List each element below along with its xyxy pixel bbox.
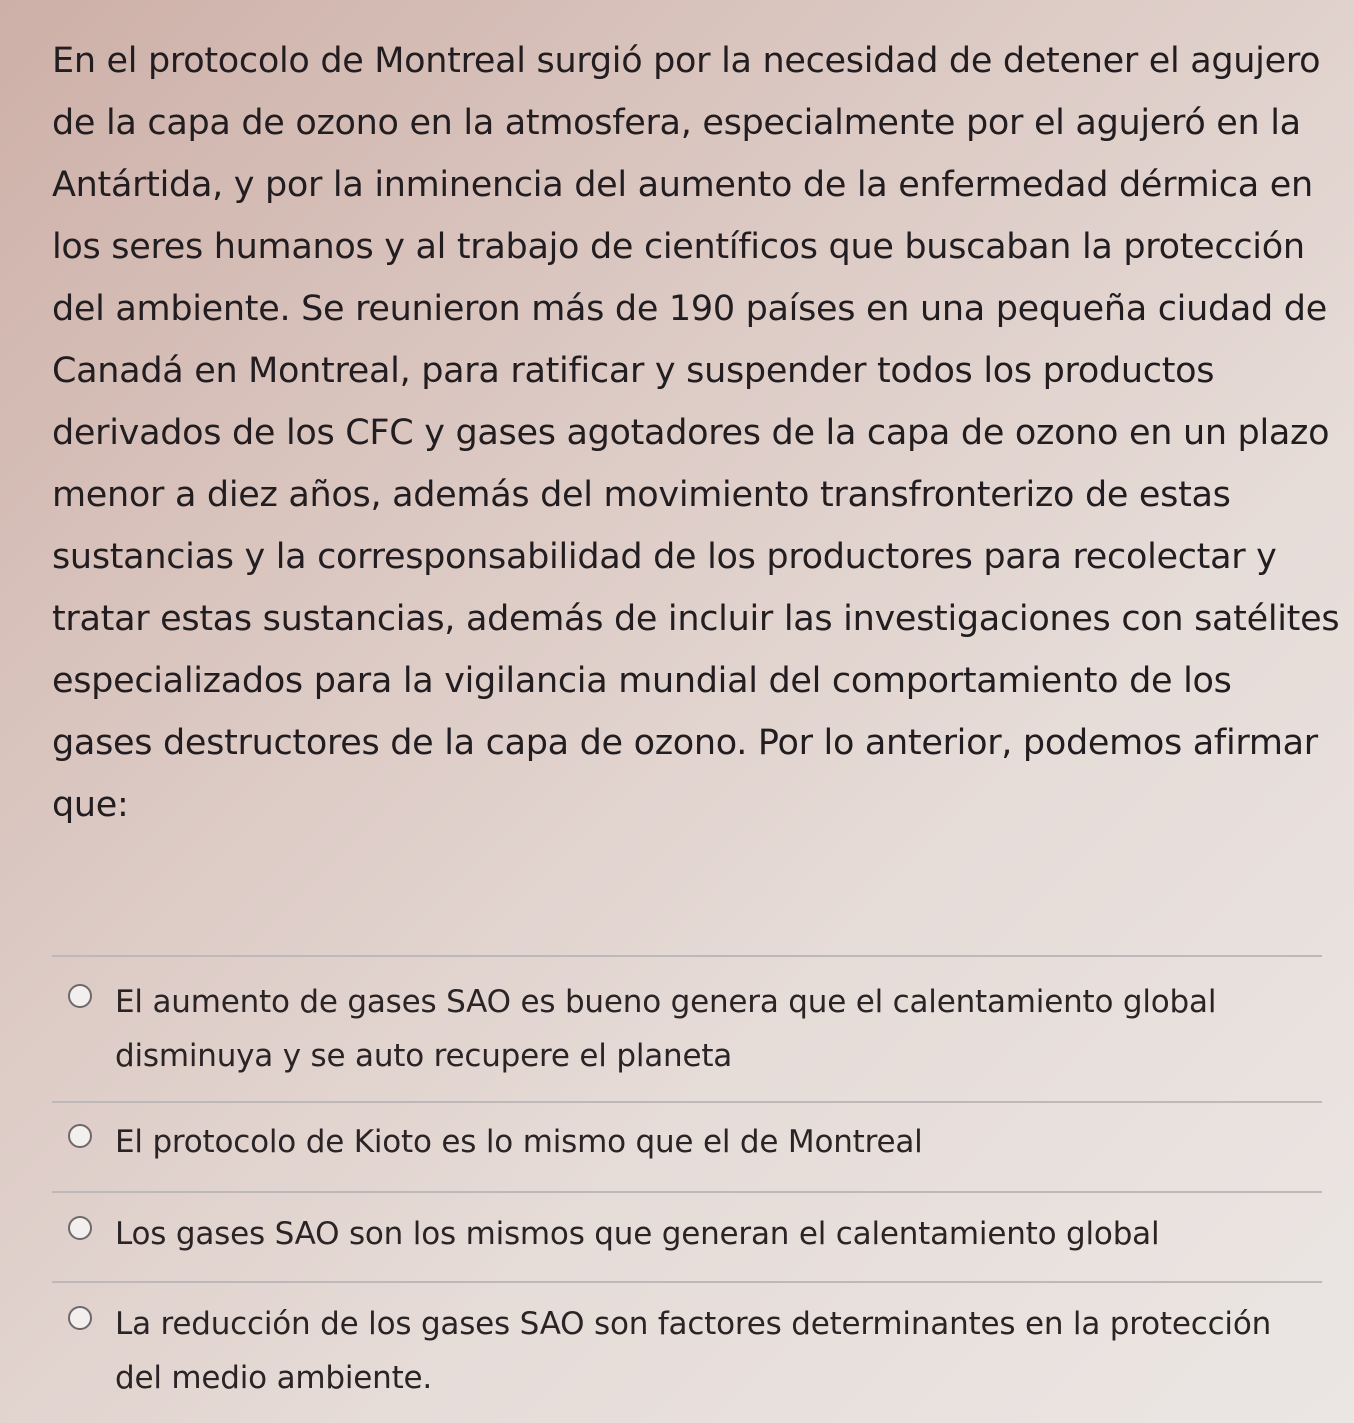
radio-button-4[interactable] bbox=[68, 1306, 92, 1330]
option-2[interactable] bbox=[52, 1103, 1322, 1191]
option-4[interactable] bbox=[52, 1283, 1322, 1415]
option-3-label[interactable]: Los gases SAO son los mismos que generan el calentamiento global bbox=[115, 1216, 1160, 1252]
option-1[interactable] bbox=[52, 957, 1322, 1101]
answer-options bbox=[52, 955, 1322, 1415]
radio-button-2[interactable] bbox=[68, 1124, 92, 1148]
radio-button-1[interactable] bbox=[68, 984, 92, 1008]
radio-button-3[interactable] bbox=[68, 1216, 92, 1240]
option-3[interactable] bbox=[52, 1193, 1322, 1281]
option-2-label[interactable]: El protocolo de Kioto es lo mismo que el de Montreal bbox=[115, 1124, 923, 1160]
option-4-label[interactable]: La reducción de los gases SAO son factores determinantes en la protección del medio ambiente. bbox=[115, 1306, 1272, 1396]
question-text: En el protocolo de Montreal surgió por la necesidad de detener el agujero de la capa de ozono en la atmosfera, especialmente por el agujeró en la Antártida, y por la inminencia del aumento de la enfermedad dérmica en los seres humanos y al trabajo de científicos que buscaban la protección del ambiente. Se reunieron más de 190 países en una pequeña ciudad de Canadá en Montreal, para ratificar y suspender todos los productos derivados de los CFC y gases agotadores de la capa de ozono en un plazo menor a diez años, además del movimiento transfronterizo de estas sustancias y la corresponsabilidad de los productores para recolectar y tratar estas sustancias, además de incluir las investigaciones con satélites especializados para la vigilancia mundial del comportamiento de los gases destructores de la capa de ozono. Por lo anterior, podemos afirmar que: bbox=[52, 41, 1340, 825]
option-1-label[interactable]: El aumento de gases SAO es bueno genera que el calentamiento global disminuya y se auto recupere el planeta bbox=[115, 984, 1217, 1074]
